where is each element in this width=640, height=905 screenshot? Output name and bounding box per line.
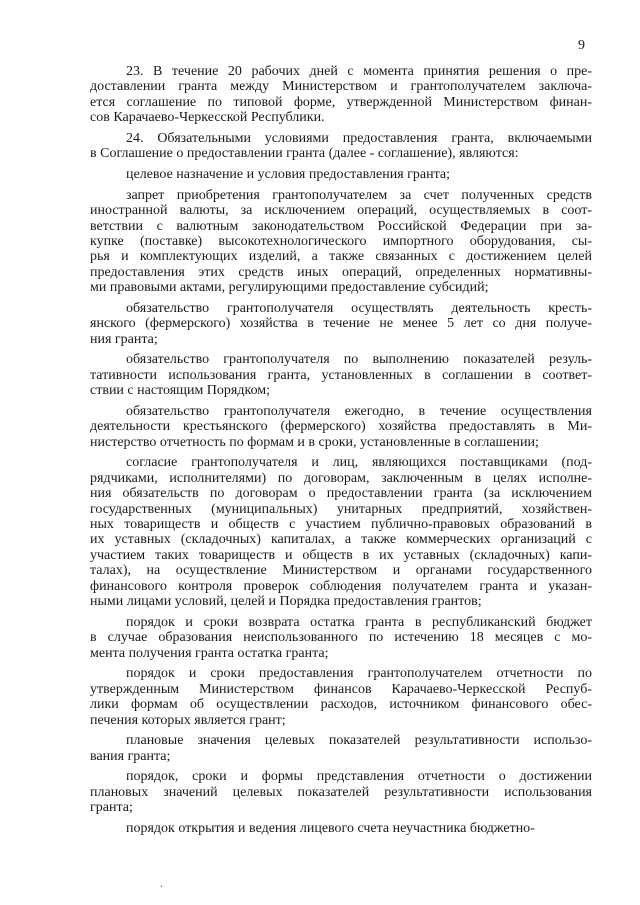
paragraph-8-line: их уставных (складочных) капиталах, а также коммерческих организаций с — [90, 532, 592, 548]
paragraph-11-line: вания гранта; — [90, 748, 171, 764]
paragraph-1-line: 23. В течение 20 рабочих дней с момента принятия решения о пре- — [126, 64, 592, 79]
paragraph-12-line: плановых значений целевых показателей результативности использования — [90, 784, 592, 800]
paragraph-10-line: лики формам об осуществлении расходов, источником финансового обес- — [90, 697, 592, 713]
paragraph-4-line: предоставления этих средств иных операций, определенных нормативны- — [90, 264, 592, 280]
paragraph-1-line: сов Карачаево-Черкесской Республики. — [90, 110, 325, 126]
paragraph-8-line: государственных (муниципальных) унитарных предприятий, хозяйствен- — [90, 501, 592, 517]
paragraph-8-line: финансового контроля проверок соблюдения получателем гранта и указан- — [90, 578, 592, 594]
paragraph-8-line: ния обязательств по договорам о предоставлении гранта (за исключением — [90, 486, 592, 502]
paragraph-1-line: ется соглашение по типовой форме, утвержденной Министерством финан- — [90, 94, 592, 110]
paragraph-9-line: порядок и сроки возврата остатка гранта в республиканский бюджет — [126, 614, 592, 630]
paragraph-6-line: ствии с настоящим Порядком; — [90, 383, 271, 399]
paragraph-4-line: запрет приобретения грантополучателем за счет полученных средств — [126, 187, 592, 203]
paragraph-3-line: целевое назначение и условия предоставления гранта; — [126, 167, 450, 183]
paragraph-7-line: нистерство отчетность по формам и в сроки, установленные в соглашении; — [90, 434, 539, 450]
paragraph-13-line: порядок открытия и ведения лицевого счета неучастника бюджетно- — [126, 820, 535, 836]
paragraph-5-line: янского (фермерского) хозяйства в течение не менее 5 лет со дня получе- — [90, 316, 592, 332]
paragraph-9-line: мента получения гранта остатка гранта; — [90, 645, 329, 661]
paragraph-8-line: талах), на осуществление Министерством и органами государственного — [90, 563, 592, 579]
paragraph-5-line: обязательство грантополучателя осуществлять деятельность кресть- — [126, 300, 592, 316]
paragraph-8-line: участием таких товариществ и обществ в их уставных (складочных) капи- — [90, 547, 592, 563]
scan-mark: . — [160, 876, 163, 890]
paragraph-7-line: обязательство грантополучателя ежегодно, в течение осуществления — [126, 403, 592, 419]
paragraph-4-line: ми правовыми актами, регулирующими предоставление субсидий; — [90, 280, 489, 296]
paragraph-10-line: утвержденным Министерством финансов Карачаево-Черкесской Респуб- — [90, 681, 592, 697]
paragraph-4-line: ветствии с валютным законодательством Российской Федерации при за- — [90, 218, 592, 234]
paragraph-9-line: в случае образования неиспользованного по истечению 18 месяцев с мо- — [90, 630, 592, 646]
paragraph-12-line: порядок, сроки и формы представления отчетности о достижении — [126, 769, 592, 785]
paragraph-4-line: купке (поставке) высокотехнологического импортного оборудования, сы- — [90, 233, 592, 249]
paragraph-8-line: рядчиками, исполнителями) по договорам, заключенным в целях исполне- — [90, 470, 592, 486]
paragraph-11-line: плановые значения целевых показателей результативности использо- — [126, 733, 592, 749]
document-body — [90, 64, 592, 836]
paragraph-2-line: 24. Обязательными условиями предоставления гранта, включаемыми — [126, 130, 592, 146]
paragraph-4-line: рья и комплектующих изделий, а также связанных с достижением целей — [90, 249, 592, 265]
page-number: 9 — [578, 38, 585, 53]
paragraph-12-line: гранта; — [90, 800, 133, 816]
paragraph-2-line: в Соглашение о предоставлении гранта (далее - соглашение), являются: — [90, 146, 519, 162]
paragraph-8-line: ными лицами условий, целей и Порядка предоставления грантов; — [90, 594, 482, 610]
paragraph-7-line: деятельности крестьянского (фермерского) хозяйства предоставлять в Ми- — [90, 419, 592, 435]
paragraph-8-line: согласие грантополучателя и лиц, являющихся поставщиками (под- — [126, 455, 592, 471]
paragraph-1-line: доставлении гранта между Министерством и грантополучателем заключа- — [90, 79, 592, 95]
paragraph-4-line: иностранной валюты, за исключением операций, осуществляемых в соот- — [90, 203, 592, 219]
paragraph-10-line: печения которых является грант; — [90, 712, 286, 728]
paragraph-6-line: обязательство грантополучателя по выполнению показателей резуль- — [126, 352, 592, 368]
paragraph-6-line: тативности использования гранта, установленных в соглашении в соответ- — [90, 367, 592, 383]
paragraph-10-line: порядок и сроки предоставления грантополучателем отчетности по — [126, 666, 592, 682]
paragraph-8-line: ных товариществ и обществ с участием публично-правовых образований в — [90, 517, 592, 533]
paragraph-5-line: ния гранта; — [90, 331, 158, 347]
